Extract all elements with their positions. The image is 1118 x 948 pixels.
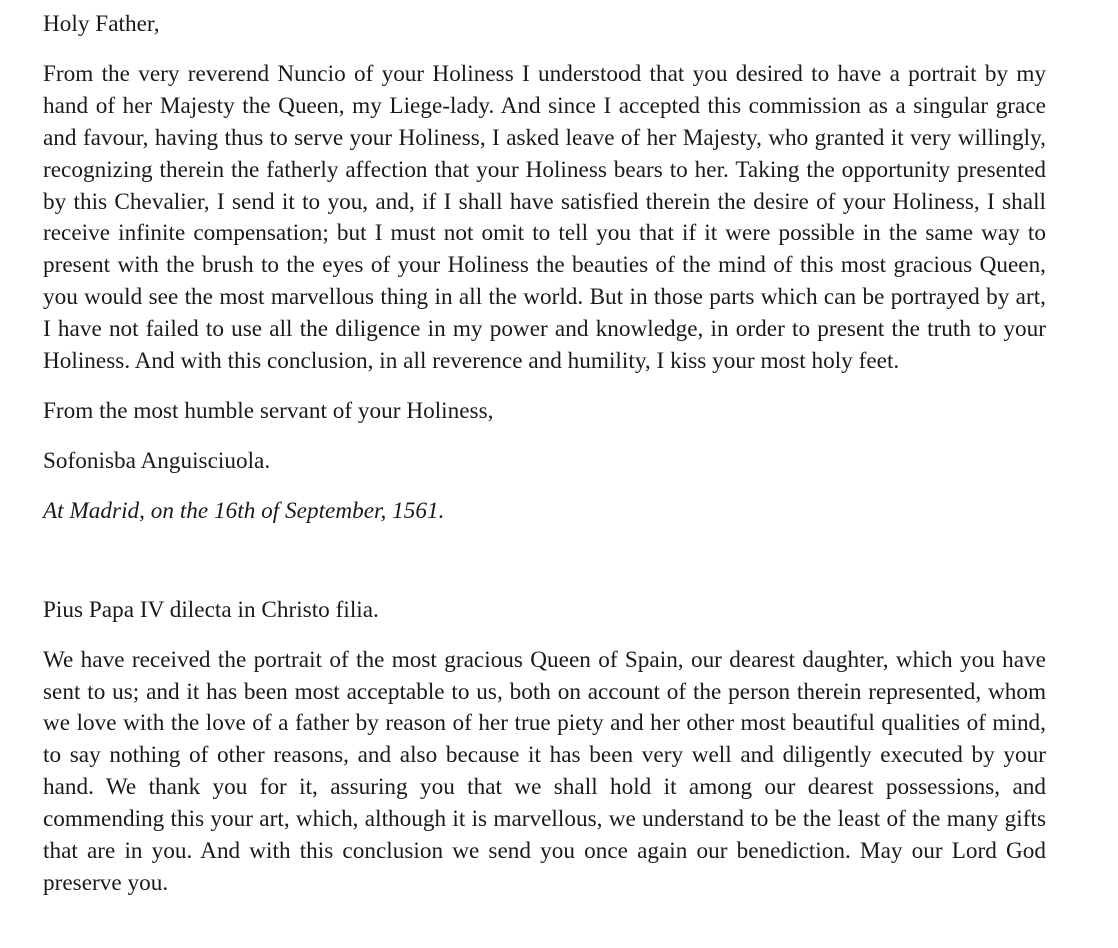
reply-body: We have received the portrait of the most gracious Queen of Spain, our dearest daughter, which you have sent to us; and it has been most acceptable to us, both on account of the person therein represented, whom we love with the love of a father by reason of her true piety and her other most beautiful qualities of mind, to say nothing of other reasons, and also because it has been very well and diligently executed by your hand. We thank you for it, assuring you that we shall hold it among our dearest possessions, and commending this your art, which, although it is marvellous, we understand to be the least of the many gifts that are in you. And with this conclusion we send you once again our benediction. May our Lord God preserve you. (43, 646, 1046, 896)
letter-signature: Sofonisba Anguisciuola. (43, 447, 271, 474)
reply-heading: Pius Papa IV dilecta in Christo filia. (43, 596, 379, 623)
document-page (43, 9, 1046, 900)
letter-closing: From the most humble servant of your Holiness, (43, 397, 494, 424)
letter-body: From the very reverend Nuncio of your Holiness I understood that you desired to have a portrait by my hand of her Majesty the Queen, my Liege-lady. And since I accepted this commission as a singular grace and favour, having thus to serve your Holiness, I asked leave of her Majesty, who granted it very willingly, recognizing therein the fatherly affection that your Holiness bears to her. Taking the opportunity presented by this Chevalier, I send it to you, and, if I shall have satisfied therein the desire of your Holiness, I shall receive infinite compensation; but I must not omit to tell you that if it were possible in the same way to present with the brush to the eyes of your Holiness the beauties of the mind of this most gracious Queen, you would see the most marvellous thing in all the world. But in those parts which can be portrayed by art, I have not failed to use all the diligence in my power and knowledge, in order to present the truth to your Holiness. And with this conclusion, in all reverence and humility, I kiss your most holy feet. (43, 60, 1046, 375)
letter-dateline: At Madrid, on the 16th of September, 1561. (43, 497, 445, 524)
letter-salutation: Holy Father, (43, 11, 160, 37)
